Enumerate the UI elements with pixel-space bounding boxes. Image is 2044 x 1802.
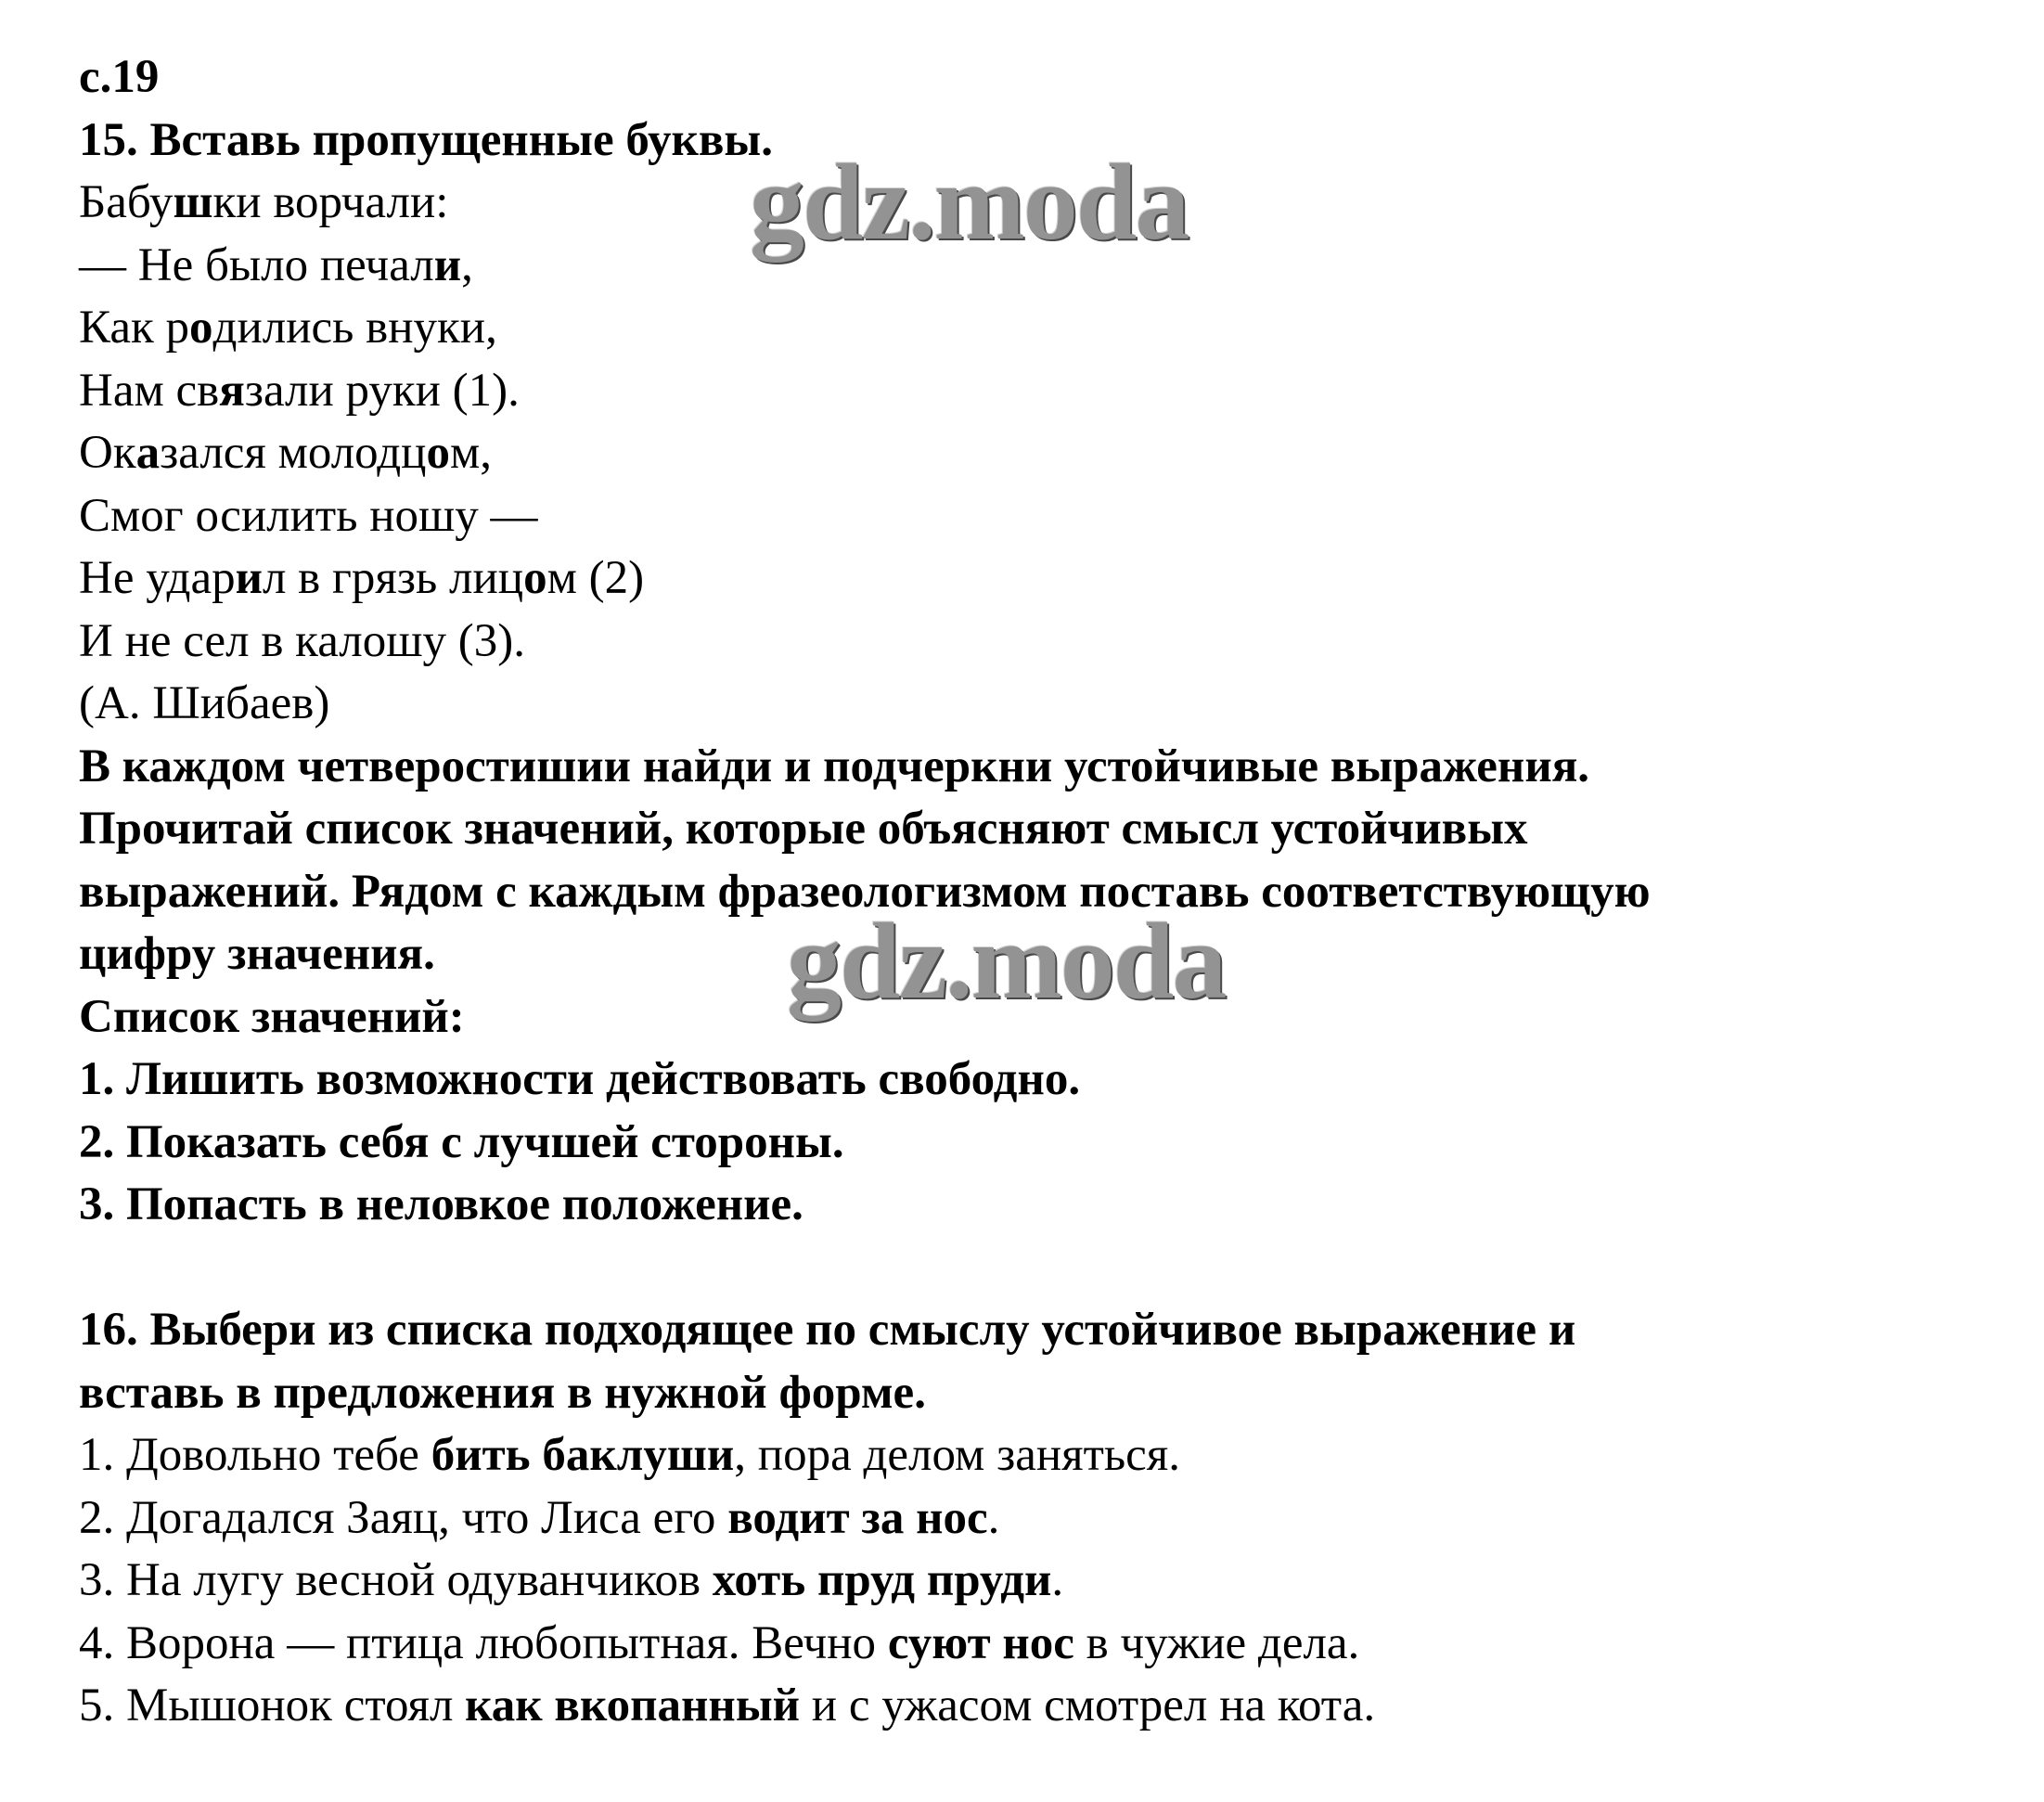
bold-fragment: суют нос	[887, 1616, 1074, 1669]
text-fragment: и с ужасом смотрел на кота.	[800, 1680, 1376, 1731]
text-fragment: , пора делом заняться.	[734, 1429, 1180, 1481]
meaning-item: 3. Попасть в неловкое положение.	[79, 1178, 803, 1230]
text-fragment: Смог осилить ношу —	[79, 489, 538, 542]
text-fragment: 3. На лугу весной одуванчиков	[79, 1554, 713, 1606]
meaning-item: 1. Лишить возможности действовать свободно.	[79, 1053, 1081, 1105]
instruction-line: цифру значения.	[79, 928, 435, 980]
sentence-item	[79, 1550, 1990, 1613]
text-fragment: И не сел в калошу (3).	[79, 614, 525, 667]
bold-fragment: ш	[173, 176, 213, 228]
poem-line	[79, 547, 1990, 611]
text-fragment: в чужие дела.	[1073, 1616, 1360, 1669]
text-fragment: зался молодц	[160, 427, 427, 479]
text-fragment: — Не было печал	[79, 238, 434, 291]
meanings-title: Список значений:	[79, 990, 465, 1043]
sentence-item	[79, 1487, 1990, 1551]
bold-fragment: и	[235, 552, 263, 604]
text-fragment: дились внуки,	[212, 302, 497, 354]
meanings-list	[79, 1049, 1990, 1237]
text-fragment: ки ворчали:	[212, 176, 449, 228]
text-fragment: м (2)	[546, 552, 645, 604]
bold-fragment: я	[219, 364, 245, 417]
bold-fragment: о	[426, 427, 450, 479]
text-fragment: 4. Ворона — птица любопытная. Вечно	[79, 1616, 888, 1669]
text-fragment: .	[987, 1491, 1000, 1544]
text-fragment: л в грязь лиц	[262, 552, 524, 604]
sentence-item	[79, 1675, 1990, 1738]
bold-fragment: водит за нос	[727, 1491, 988, 1544]
bold-fragment: и	[433, 238, 462, 291]
text-fragment: Бабу	[79, 176, 174, 228]
exercise-16-title-line: вставь в предложения в нужной форме.	[79, 1366, 926, 1419]
text-fragment: 1. Довольно тебе	[79, 1429, 431, 1481]
page-number: с.19	[79, 51, 160, 103]
text-fragment: .	[1051, 1554, 1064, 1606]
exercise-16-title-line: 16. Выбери из списка подходящее по смыслу устойчивое выражение и	[79, 1304, 1576, 1356]
text-fragment: Нам св	[79, 364, 220, 417]
text-fragment: зали руки (1).	[244, 364, 520, 417]
bold-fragment: о	[523, 552, 547, 604]
bold-fragment: как вкопанный	[465, 1680, 801, 1731]
poem-line	[79, 485, 1990, 548]
sentence-item	[79, 1613, 1990, 1676]
meaning-item: 2. Показать себя с лучшей стороны.	[79, 1115, 844, 1168]
text-fragment: Как р	[79, 302, 190, 354]
text-fragment: ,	[461, 238, 473, 291]
text-fragment: (А. Шибаев)	[79, 677, 330, 729]
text-fragment: м,	[449, 427, 492, 479]
watermark-logo: gdz.moda	[787, 900, 1226, 1022]
bold-fragment: о	[189, 302, 213, 354]
instruction-line: Прочитай список значений, которые объясняют смысл устойчивых	[79, 803, 1528, 855]
worksheet-page	[79, 46, 1990, 1738]
poem-line	[79, 360, 1990, 423]
poem-line	[79, 611, 1990, 674]
poem-line	[79, 422, 1990, 485]
exercise-15-title: 15. Вставь пропущенные буквы.	[79, 113, 773, 166]
poem-author	[79, 673, 1990, 736]
text-fragment: 5. Мышонок стоял	[79, 1680, 466, 1731]
bold-fragment: а	[135, 427, 161, 479]
exercise-16-title	[79, 1299, 1990, 1424]
instruction-line: В каждом четверостишии найди и подчеркни устойчивые выражения.	[79, 740, 1590, 792]
watermark-logo: gdz.moda	[750, 141, 1189, 263]
poem-line	[79, 297, 1990, 360]
text-fragment: Ок	[79, 427, 136, 479]
section-spacer	[79, 1237, 1990, 1300]
exercise-16-sentences	[79, 1424, 1990, 1738]
sentence-item	[79, 1424, 1990, 1487]
bold-fragment: бить баклуши	[431, 1429, 735, 1481]
instruction-line: выражений. Рядом с каждым фразеологизмом поставь соответствующую	[79, 865, 1651, 918]
text-fragment: Не удар	[79, 552, 236, 604]
bold-fragment: хоть пруд пруди	[712, 1554, 1052, 1606]
text-fragment: 2. Догадался Заяц, что Лиса его	[79, 1491, 728, 1544]
